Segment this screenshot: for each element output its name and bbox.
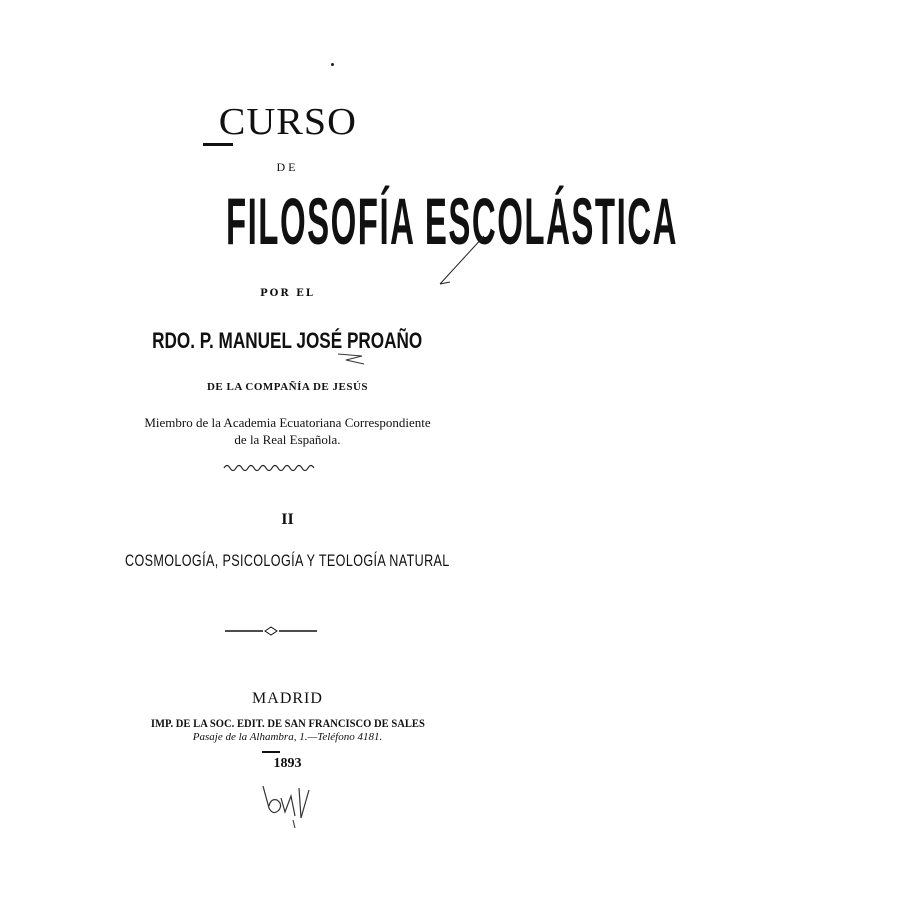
ornamental-divider — [225, 624, 317, 638]
heading-curso: CURSO — [218, 101, 357, 143]
byline-por-el: POR EL — [260, 288, 315, 299]
volume-number: II — [281, 511, 294, 528]
heading-de: DE — [276, 160, 299, 174]
main-title: FILOSOFÍA ESCOLÁSTICA — [225, 184, 678, 258]
wavy-ornament — [222, 462, 317, 474]
imprint-year: 1893 — [273, 756, 302, 771]
imprint-printer: IMP. DE LA SOC. EDIT. DE SAN FRANCISCO DE SALES — [150, 718, 425, 730]
member-line-2: de la Real Española. — [234, 432, 341, 447]
imprint-address: Pasaje de la Alhambra, 1.—Teléfono 4181. — [192, 731, 383, 743]
subtitle: COSMOLOGÍA, PSICOLOGÍA Y TEOLOGÍA NATURAL — [125, 551, 450, 570]
company-line: DE LA COMPAÑÍA DE JESÚS — [206, 381, 369, 393]
member-line-1: Miembro de la Academia Ecuatoriana Correspondiente — [144, 415, 431, 430]
curso-underline — [203, 143, 233, 146]
imprint-place: MADRID — [252, 690, 323, 707]
year-rule — [262, 751, 280, 753]
ink-speck — [331, 63, 334, 66]
author-name: RDO. P. MANUEL JOSÉ PROAÑO — [152, 328, 423, 353]
handwritten-stamp-mark — [255, 780, 325, 830]
diagonal-pen-stroke — [436, 232, 486, 292]
underline-pen-mark — [336, 352, 366, 368]
